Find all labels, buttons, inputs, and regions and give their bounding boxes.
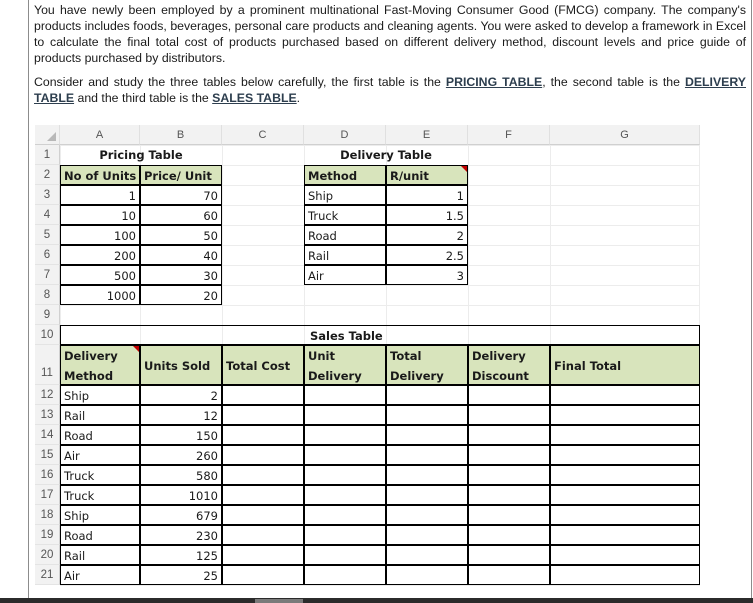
sales-header-delivery-discount-line-2: Discount [472,369,529,383]
corner-triangle-icon [47,132,56,141]
sales-header-delivery-discount[interactable] [468,345,550,385]
sales-cell-empty[interactable] [222,545,304,565]
sales-cell-empty[interactable] [550,565,700,585]
row-number-4[interactable]: 4 [35,205,60,225]
pricing-cell-units[interactable]: 100 [60,225,140,245]
sales-cell-units-sold[interactable]: 25 [140,565,222,585]
sales-cell-delivery-method[interactable]: Truck [60,485,140,505]
sales-cell-empty[interactable] [222,565,304,585]
sales-cell-units-sold[interactable]: 260 [140,445,222,465]
column-header-f[interactable]: F [468,125,550,145]
delivery-cell-method[interactable]: Truck [304,205,386,225]
delivery-cell-rate[interactable]: 1.5 [386,205,468,225]
pricing-cell-units[interactable]: 1 [60,185,140,205]
sales-cell-empty[interactable] [468,565,550,585]
sales-header-total-delivery[interactable] [386,345,468,385]
sales-cell-empty[interactable] [386,405,468,425]
sales-cell-empty[interactable] [468,485,550,505]
sales-cell-empty[interactable] [550,505,700,525]
sales-cell-empty[interactable] [304,565,386,585]
pricing-cell-price[interactable]: 40 [140,245,222,265]
pricing-cell-units[interactable]: 10 [60,205,140,225]
sales-cell-empty[interactable] [468,505,550,525]
sales-cell-empty[interactable] [468,425,550,445]
sales-cell-empty[interactable] [550,545,700,565]
row-number-21[interactable]: 21 [35,565,60,585]
sales-cell-empty[interactable] [304,525,386,545]
delivery-cell-rate[interactable]: 1 [386,185,468,205]
intro-p2-text-2: , the second table is the [542,75,685,89]
sales-header-unit-delivery-line-2: Delivery [308,369,362,383]
sales-cell-empty[interactable] [550,465,700,485]
row-number-13[interactable]: 13 [35,405,60,425]
row-number-3[interactable]: 3 [35,185,60,205]
spreadsheet [35,125,747,587]
gridline [60,585,700,586]
row-number-11[interactable]: 11 [35,345,60,385]
bottom-border [0,598,753,603]
intro-p2-text-1: Consider and study the three tables below carefully, the first table is the [34,75,446,89]
instructions-text [34,2,746,106]
row-number-7[interactable]: 7 [35,265,60,285]
pricing-table-title[interactable]: Pricing Table [99,148,183,162]
sales-cell-empty[interactable] [304,505,386,525]
pricing-cell-units[interactable]: 200 [60,245,140,265]
sales-cell-delivery-method[interactable]: Ship [60,505,140,525]
sales-cell-delivery-method[interactable]: Rail [60,545,140,565]
sales-header-units-sold[interactable]: Units Sold [140,345,222,385]
delivery-cell-method[interactable]: Ship [304,185,386,205]
row-number-12[interactable]: 12 [35,385,60,405]
sales-cell-delivery-method[interactable]: Road [60,425,140,445]
sales-cell-empty[interactable] [222,525,304,545]
sales-cell-empty[interactable] [550,385,700,405]
delivery-cell-method[interactable]: Rail [304,245,386,265]
sales-cell-delivery-method[interactable]: Road [60,525,140,545]
sales-cell-empty[interactable] [222,485,304,505]
sales-cell-empty[interactable] [222,445,304,465]
pricing-cell-units[interactable]: 500 [60,265,140,285]
delivery-cell-method[interactable]: Air [304,265,386,285]
sales-cell-empty[interactable] [304,545,386,565]
sales-cell-empty[interactable] [222,465,304,485]
delivery-header-method[interactable]: Method [304,165,386,185]
delivery-table-reference: DELIVERY TABLE [34,75,746,105]
delivery-cell-rate[interactable]: 3 [386,265,468,285]
bottom-border-accent [255,599,303,603]
sales-table-title[interactable]: Sales Table [60,325,700,345]
sales-cell-empty[interactable] [386,545,468,565]
sales-cell-empty[interactable] [468,385,550,405]
row-number-1[interactable]: 1 [35,145,60,165]
sales-cell-empty[interactable] [386,485,468,505]
sales-cell-delivery-method[interactable]: Rail [60,405,140,425]
sales-header-delivery-method[interactable] [60,345,140,385]
sales-cell-empty[interactable] [468,525,550,545]
sales-cell-units-sold[interactable]: 2 [140,385,222,405]
row-number-6[interactable]: 6 [35,245,60,265]
sales-header-unit-delivery-line-1: Unit [308,349,335,363]
row-number-10[interactable]: 10 [35,325,60,345]
sales-cell-empty[interactable] [222,405,304,425]
sales-cell-empty[interactable] [550,485,700,505]
pricing-cell-price[interactable]: 30 [140,265,222,285]
sales-cell-empty[interactable] [386,385,468,405]
sales-cell-empty[interactable] [468,405,550,425]
sales-cell-units-sold[interactable]: 580 [140,465,222,485]
sales-cell-empty[interactable] [304,385,386,405]
sales-cell-empty[interactable] [386,565,468,585]
gridline [60,305,700,306]
sales-header-unit-delivery[interactable] [304,345,386,385]
sales-cell-delivery-method[interactable]: Air [60,565,140,585]
sales-cell-empty[interactable] [550,445,700,465]
sales-header-final-total[interactable]: Final Total [550,345,700,385]
row-number-8[interactable]: 8 [35,285,60,305]
sales-cell-units-sold[interactable]: 679 [140,505,222,525]
sales-cell-empty[interactable] [304,485,386,505]
delivery-cell-rate[interactable]: 2 [386,225,468,245]
sales-header-delivery-method-line-2: Method [64,369,114,383]
delivery-cell-method[interactable]: Road [304,225,386,245]
column-header-b[interactable]: B [140,125,222,145]
sales-header-total-delivery-line-1: Total [390,349,422,363]
row-number-2[interactable]: 2 [35,165,60,185]
row-number-15[interactable]: 15 [35,445,60,465]
sales-cell-units-sold[interactable]: 12 [140,405,222,425]
sales-cell-empty[interactable] [386,465,468,485]
column-header-d[interactable]: D [304,125,386,145]
pricing-cell-price[interactable]: 20 [140,285,222,305]
intro-paragraph-1: You have newly been employed by a prominent multinational Fast-Moving Consumer Good (FMCG) company. The company's products includes foods, beverages, personal care products and cleaning agents. You were asked to develop a framework in Excel to calculate the final total cost of products purchased based on different delivery method, discount levels and price guide of products purchased by distributors. [34,3,746,65]
sales-cell-empty[interactable] [386,505,468,525]
sales-cell-empty[interactable] [468,545,550,565]
sales-cell-empty[interactable] [304,445,386,465]
sales-cell-units-sold[interactable]: 125 [140,545,222,565]
pricing-header-price-per-unit[interactable]: Price/ Unit [140,165,222,185]
sales-cell-empty[interactable] [222,425,304,445]
sales-cell-empty[interactable] [468,465,550,485]
sales-cell-empty[interactable] [550,525,700,545]
sales-header-total-cost[interactable]: Total Cost [222,345,304,385]
sales-cell-empty[interactable] [550,405,700,425]
sales-cell-empty[interactable] [550,425,700,445]
sales-header-delivery-method-line-1: Delivery [64,349,118,363]
intro-paragraph-2 [34,74,746,106]
pricing-cell-units[interactable]: 1000 [60,285,140,305]
row-number-20[interactable]: 20 [35,545,60,565]
sales-cell-empty[interactable] [304,405,386,425]
column-header-e[interactable]: E [386,125,468,145]
pricing-cell-price[interactable]: 60 [140,205,222,225]
sales-cell-units-sold[interactable]: 230 [140,525,222,545]
delivery-header-rate[interactable]: R/unit [386,165,468,185]
intro-p2-text-3: and the third table is the [74,91,213,105]
pricing-cell-price[interactable]: 70 [140,185,222,205]
delivery-table-title[interactable]: Delivery Table [340,148,432,162]
sales-cell-units-sold[interactable]: 1010 [140,485,222,505]
sales-table-reference: SALES TABLE [212,91,297,105]
row-number-18[interactable]: 18 [35,505,60,525]
sales-cell-delivery-method[interactable]: Air [60,445,140,465]
pricing-cell-price[interactable]: 50 [140,225,222,245]
pricing-header-no-of-units[interactable]: No of Units [60,165,140,185]
sales-cell-empty[interactable] [304,465,386,485]
row-number-9[interactable]: 9 [35,305,60,325]
row-number-17[interactable]: 17 [35,485,60,505]
sales-cell-units-sold[interactable]: 150 [140,425,222,445]
intro-p2-end: . [296,91,301,105]
sales-cell-empty[interactable] [386,525,468,545]
column-header-c[interactable]: C [222,125,304,145]
delivery-cell-rate[interactable]: 2.5 [386,245,468,265]
sales-header-total-delivery-line-2: Delivery [390,369,444,383]
column-header-g[interactable]: G [550,125,700,145]
sales-cell-empty[interactable] [222,505,304,525]
sales-cell-empty[interactable] [222,385,304,405]
column-header-a[interactable]: A [60,125,140,145]
sales-cell-empty[interactable] [468,445,550,465]
sales-cell-delivery-method[interactable]: Truck [60,465,140,485]
row-number-5[interactable]: 5 [35,225,60,245]
row-number-16[interactable]: 16 [35,465,60,485]
pricing-table-reference: PRICING TABLE [445,75,543,89]
sales-cell-empty[interactable] [304,425,386,445]
sales-cell-delivery-method[interactable]: Ship [60,385,140,405]
sales-cell-empty[interactable] [386,425,468,445]
sales-cell-empty[interactable] [386,445,468,465]
row-number-19[interactable]: 19 [35,525,60,545]
row-number-14[interactable]: 14 [35,425,60,445]
select-all-corner[interactable] [35,125,60,145]
sales-header-delivery-discount-line-1: Delivery [472,349,526,363]
